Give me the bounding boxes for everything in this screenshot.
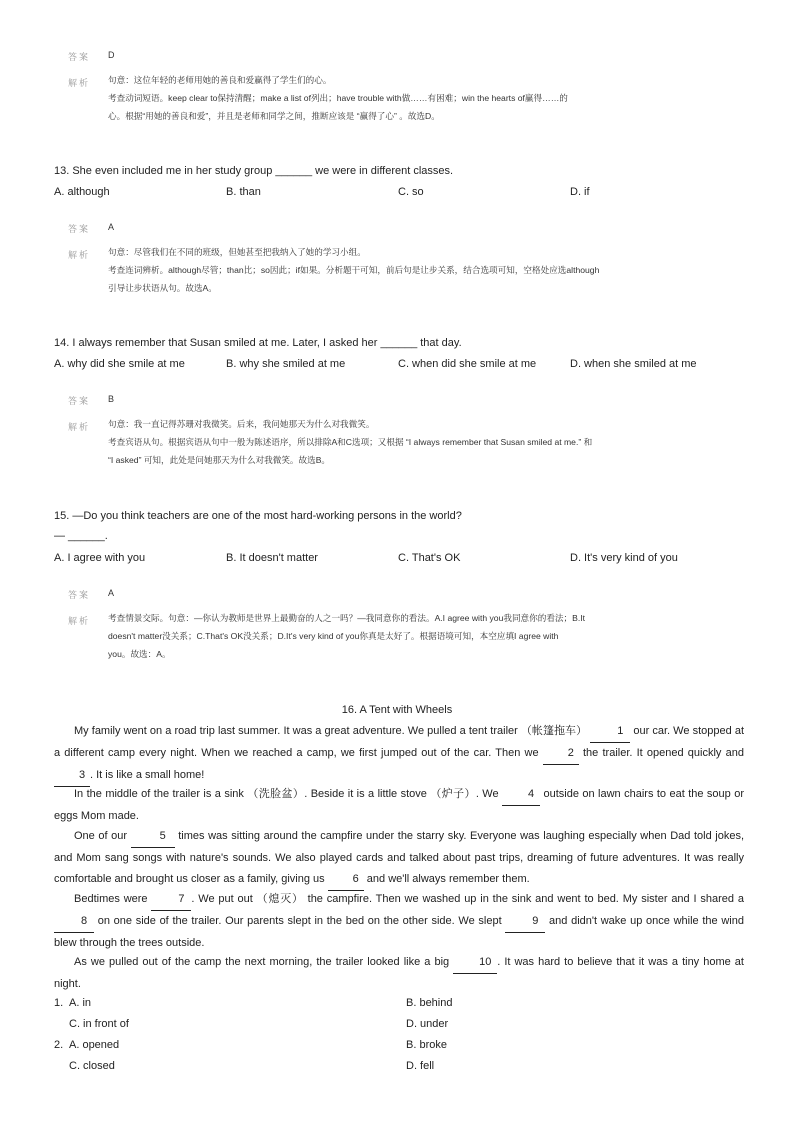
option-d: D. It's very kind of you (570, 552, 678, 564)
passage-paragraph: Bedtimes were 7 . We put out （熄灭） the campfire. Then we washed up in the sink and went to bed. My sister and I shared a 8 on one side of the trailer. Our parents slept in the bed on the other side. We slept 9 and didn't wake up once while the wind blew through the trees outside. (54, 889, 744, 954)
answer-label: 答案 (68, 396, 91, 406)
blank-7: 7 (151, 889, 191, 911)
mc-number: 2. (54, 1039, 64, 1051)
question-stem: 13. She even included me in her study group ______ we were in different classes. (54, 165, 454, 177)
mc-number: 1. (54, 997, 64, 1009)
answer-label: 答案 (68, 590, 91, 600)
blank-2: 2 (543, 743, 579, 765)
analysis-label: 解析 (68, 250, 91, 260)
blank-1: 1 (590, 721, 630, 743)
mc-option-b: B. behind (406, 997, 453, 1009)
analysis-text: 句意：我一直记得苏珊对我微笑。后来，我问她那天为什么对我微笑。 考查宾语从句。根据宾语从句中一般为陈述语序，所以排除A和C选项；又根据 “I always remember that Susan smiled at me.” 和 “I asked” 可知，此处是问她那天为什么对我微笑。故选B。 (108, 419, 593, 465)
analysis-label: 解析 (68, 422, 91, 432)
blank-8: 8 (54, 911, 94, 933)
mc-option-d: D. fell (406, 1060, 435, 1072)
answer-label: 答案 (68, 224, 91, 234)
mc-option-c: C. in front of (69, 1018, 129, 1030)
mc-option-a: A. opened (69, 1039, 120, 1051)
option-b: B. than (226, 186, 261, 198)
analysis-text: 句意：这位年轻的老师用她的善良和爱赢得了学生们的心。 考查动词短语。keep clear to保持清醒；make a list of列出；have trouble with做……有困难；win the hearts of赢得……的 心。根据“用她的善良和爱”，并且是老师和同学之间，推断应该是 “赢得了心” 。故选D。 (108, 75, 568, 121)
mc-option-b: B. broke (406, 1039, 447, 1051)
option-a: A. why did she smile at me (54, 358, 185, 370)
question-stem: 14. I always remember that Susan smiled at me. Later, I asked her ______ that day. (54, 337, 462, 349)
passage-paragraph: As we pulled out of the camp the next morning, the trailer looked like a big 10 . It was hard to believe that it was a tiny home at night. (54, 952, 744, 995)
answer-value: B (108, 394, 115, 404)
analysis-text: 句意：尽管我们在不同的班级，但她甚至把我纳入了她的学习小组。 考查连词辨析。although尽管；than比；so因此；if如果。分析题干可知，前后句是让步关系，结合选项可知，空格处应选although 引导让步状语从句。故选A。 (108, 247, 600, 293)
mc-option-a: A. in (69, 997, 92, 1009)
option-d: D. when she smiled at me (570, 358, 697, 370)
question-stem-reply: — ______. (54, 530, 108, 542)
answer-value: A (108, 222, 115, 232)
option-b: B. It doesn't matter (226, 552, 318, 564)
option-c: C. when did she smile at me (398, 358, 537, 370)
option-d: D. if (570, 186, 590, 198)
passage-title: 16. A Tent with Wheels (341, 704, 453, 716)
mc-option-d: D. under (406, 1018, 449, 1030)
option-b: B. why she smiled at me (226, 358, 346, 370)
passage-paragraph: My family went on a road trip last summer. It was a great adventure. We pulled a tent trailer （帐篷拖车） 1 our car. We stopped at a different camp every night. When we reached a camp, we first jumped out of the car. Then we 2 the trailer. It opened quickly and 3 . It is like a small home! (54, 721, 744, 787)
analysis-label: 解析 (68, 616, 91, 626)
analysis-label: 解析 (68, 78, 91, 88)
blank-6: 6 (328, 869, 364, 891)
analysis-text: 考查情景交际。句意：—你认为教师是世界上最勤奋的人之一吗？—我同意你的看法。A.I agree with you我同意你的看法；B.It doesn't matter没关系；C.That's OK没关系；D.It's very kind of you你真是太好了。根据语境可知，本空应填I agree with you。故选：A。 (108, 613, 585, 659)
option-a: A. although (54, 186, 110, 198)
option-c: C. That's OK (398, 552, 461, 564)
option-c: C. so (398, 186, 424, 198)
mc-option-c: C. closed (69, 1060, 115, 1072)
blank-10: 10 (453, 952, 497, 974)
passage-paragraph: One of our 5 times was sitting around the campfire under the starry sky. Everyone was laughing especially when Dad told jokes, and Mom sang songs with nature's sounds. We also played cards and talked about past trips, dreaming of future adventures. It was really comfortable and brought us closer as a family, giving us 6 and we'll always remember them. (54, 826, 744, 891)
blank-9: 9 (505, 911, 545, 933)
blank-5: 5 (131, 826, 175, 848)
answer-value: D (108, 50, 115, 60)
blank-4: 4 (502, 784, 540, 806)
blank-3: 3 (54, 765, 90, 787)
question-stem: 15. —Do you think teachers are one of the most hard-working persons in the world? (54, 510, 462, 522)
option-a: A. I agree with you (54, 552, 146, 564)
answer-label: 答案 (68, 52, 91, 62)
answer-value: A (108, 588, 115, 598)
passage-paragraph: In the middle of the trailer is a sink （洗脸盆）. Beside it is a little stove （炉子）. We 4 outside on lawn chairs to eat the soup or eggs Mom made. (54, 784, 744, 827)
